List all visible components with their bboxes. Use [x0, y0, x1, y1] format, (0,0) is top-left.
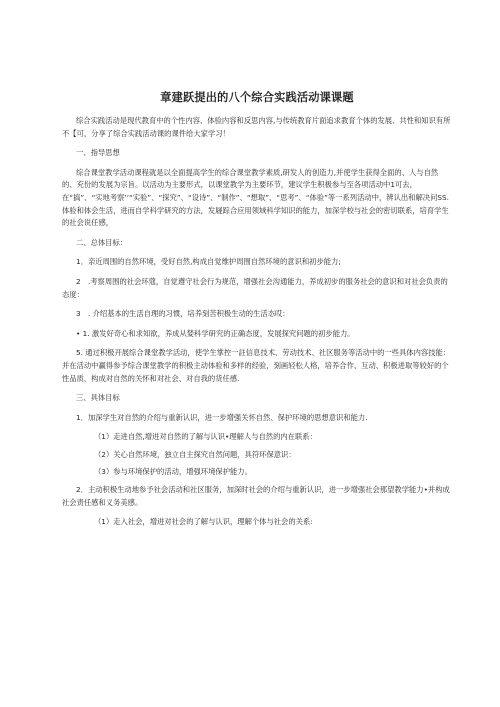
- section-3-sub-1: （1）走进自然,增进对自然的了解与认识•理解人与自然的内在联系：: [94, 432, 317, 442]
- section-1-heading: 一、指导思想: [76, 148, 120, 158]
- section-2-item-4: • 1. 激发好奇心和求知欲，养成从婪科学研究的正确态度，发展探究问题的初步能力。: [76, 328, 355, 338]
- section-2-item-1: 1．亲近周围的自然环境，受好自然,构成自觉维护周围自然环境的意识和初步能力;: [76, 257, 341, 267]
- section-3-item-1: 1．加深学生对自然的介绍与重新认识，进一步增强关怀自然、保护环境的思想意识和能力.: [76, 412, 368, 422]
- section-3-heading: 三、具体目标: [76, 393, 120, 403]
- intro-paragraph: 综合实践活动是现代教育中的个性内容、体验内容和反思内容,与传统教育片面追求教育个体的发展、共性和知识有所不【可，分享了综合实践活动课的课件给大家学习！: [62, 116, 451, 138]
- section-2-item-3: 3 . 介绍基本的生活自理的习惯，培养刻苦积极生动的生活态哎：: [76, 309, 290, 319]
- section-3-sub-4: （1）走入社会，增进对社会的了解与认识，理解个体与社会的关系:: [94, 517, 313, 527]
- section-2-heading: 二、总体目标：: [76, 237, 128, 247]
- section-2-item-5: 5. 通过积极开展综合课堂教学活动，使学生掌控一註信息技术、劳动技术、社区服务等活动中的一些具体内容技能：并在活动中赢得参予综合课堂教学的积极主动体验和多样的经验，刻画轻松人格，培养合作、互动、积极进取等较好的个性品质，构成对自然的关怀和对社会、对自我的货任感.: [62, 348, 451, 383]
- section-3-sub-2: （2）关心自然环境，独立自主探究自然问题，具符环保意识：: [94, 449, 296, 459]
- document-title: 章建跃提出的八个综合实践活动课课题: [160, 91, 354, 104]
- section-2-item-2: 2 .考察周围的社会环蔻，自觉遵守社会行为规范，增强社会沟通能力，养成初步的服务社会的意识和对社会负责的态度：: [62, 276, 448, 299]
- section-3-sub-3: （3）参与环境保护的活动，增强环境保护能力。: [94, 467, 252, 477]
- section-3-item-2: 2．主动积极生动地参予社会活动和社区服务，加深时社会的介绍与重新认识，进一步增强社会那望教学能力•并构成社会责任感和义务美感。: [62, 485, 450, 507]
- section-1-body: 综合课堂教学活动课程就是以全面提高学生的综合课堂教学素质,研发人的创造力,并使学生获得全面的、人与自然的、充份的发展为宗旨。以活动为主要形式，以课堂教学为主要环节，建议学生积极参与至各项活动中1可去，在“搞”、“实地考察’‘“实验”、“探究”、“设诗”、“制作”、“想取”、“思考”、“体验”等一系列活动中，辨认出和解决问SS.体验和体会生活，进而自学科学研究的方法，发屣踪合应用领域科学知识的能力，加深学校与社会的密切联系，培育学生的社会说任感，: [62, 167, 449, 228]
